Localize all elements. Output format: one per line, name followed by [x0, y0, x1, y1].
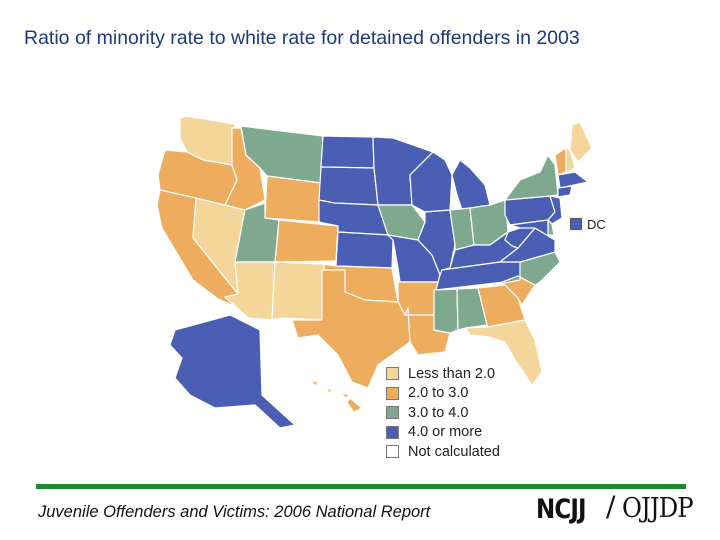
report-title: Juvenile Offenders and Victims: 2006 National Report — [38, 503, 431, 521]
map-legend — [386, 364, 500, 462]
logo-separator: / — [606, 490, 616, 523]
state-ks — [336, 232, 393, 268]
legend-label: 3.0 to 4.0 — [408, 404, 469, 421]
legend-swatch — [386, 445, 399, 458]
state-ar — [398, 282, 438, 315]
ncjj-ojjdp-logo — [536, 490, 693, 530]
legend-swatch — [386, 387, 399, 400]
footer-divider — [36, 484, 686, 489]
ncjj-logo: NCJJ — [536, 494, 586, 525]
dc-marker — [570, 218, 582, 230]
legend-label: 4.0 or more — [408, 424, 483, 441]
legend-swatch — [386, 367, 399, 380]
ojjdp-logo: OJJDP — [622, 493, 693, 524]
state-nd — [321, 136, 374, 168]
state-me — [570, 122, 592, 162]
map-title: Ratio of minority rate to white rate for detained offenders in 2003 — [24, 27, 580, 49]
legend-item — [386, 442, 500, 462]
state-mi — [452, 160, 490, 210]
legend-label: Not calculated — [408, 443, 500, 460]
state-nm — [272, 262, 324, 320]
state-ny — [505, 155, 558, 200]
state-ms — [434, 289, 458, 333]
state-wy — [265, 176, 321, 222]
legend-item — [386, 384, 500, 404]
legend-swatch — [386, 426, 399, 439]
state-vt — [555, 148, 566, 175]
legend-label: Less than 2.0 — [408, 365, 496, 382]
state-ct — [558, 186, 572, 197]
state-sd — [319, 167, 378, 205]
state-co — [275, 220, 338, 262]
state-ak — [170, 315, 295, 428]
legend-label: 2.0 to 3.0 — [408, 385, 469, 402]
legend-item — [386, 364, 500, 384]
state-hi — [310, 380, 362, 412]
dc-label: DC — [587, 217, 606, 232]
legend-swatch — [386, 406, 399, 419]
legend-item — [386, 403, 500, 423]
state-ma — [558, 172, 588, 188]
legend-item — [386, 423, 500, 443]
